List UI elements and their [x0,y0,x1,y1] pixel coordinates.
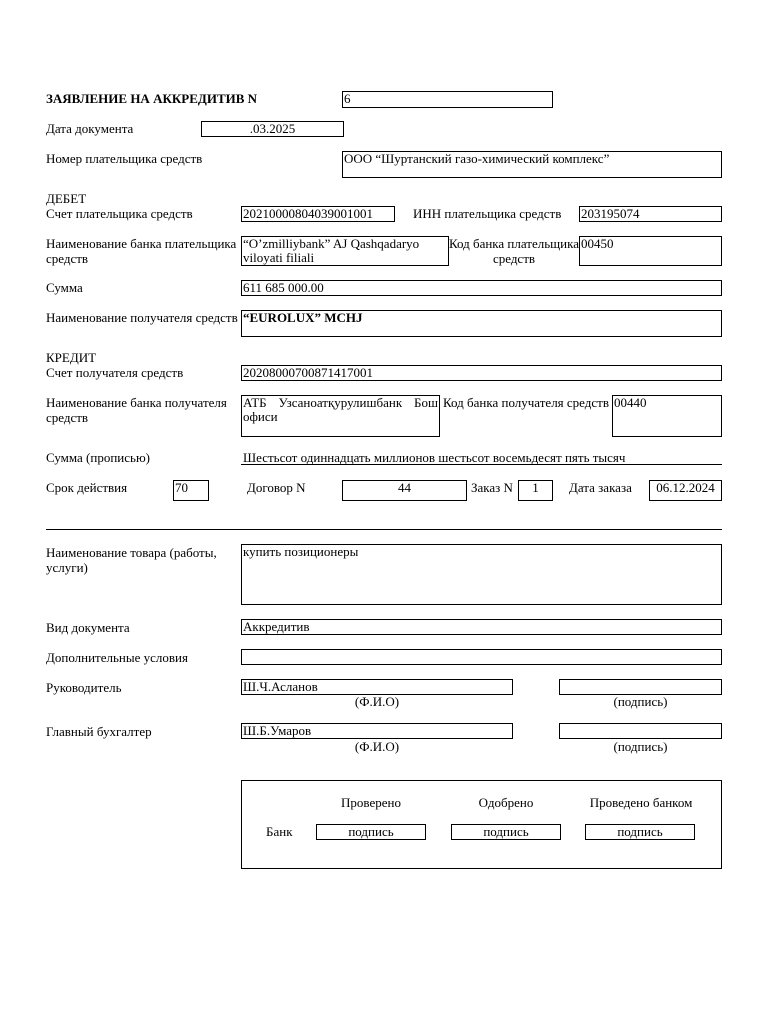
document-title: ЗАЯВЛЕНИЕ НА АККРЕДИТИВ N [46,91,258,106]
payer-name-field[interactable]: ООО “Шуртанский газо-химический комплекс” [342,151,722,178]
order-date-label: Дата заказа [569,480,632,495]
bank-checked-label: Проверено [341,795,401,810]
goods-label: Наименование товара (работы, услуги) [46,545,217,575]
payer-bank-field[interactable]: “O’zmilliybank” AJ Qashqadaryo viloyati filiali [241,236,449,266]
order-date-field[interactable]: 06.12.2024 [649,480,722,501]
bank-row-label: Банк [266,824,293,839]
term-field[interactable]: 70 [173,480,209,501]
recipient-bank-code-label: Код банка получателя средств [443,395,609,410]
bank-checked-signature[interactable]: подпись [316,824,426,840]
recipient-account-field[interactable]: 20208000700871417001 [241,365,722,381]
bank-processed-label: Проведено банком [589,795,693,810]
document-number-field[interactable]: 6 [342,91,553,108]
accountant-name-caption: (Ф.И.О) [354,739,400,754]
payer-bank-label: Наименование банка плательщика средств [46,236,237,266]
order-label: Заказ N [471,480,513,495]
term-label: Срок действия [46,480,128,495]
bank-approved-signature[interactable]: подпись [451,824,561,840]
head-label: Руководитель [46,680,122,695]
contract-field[interactable]: 44 [342,480,467,501]
accountant-name-field[interactable]: Ш.Б.Умаров [241,723,513,739]
doc-type-field[interactable]: Аккредитив [241,619,722,635]
payer-name-label: Номер плательщика средств [46,151,203,166]
recipient-field[interactable]: “EUROLUX” MCHJ [241,310,722,337]
recipient-label: Наименование получателя средств [46,310,238,325]
accountant-label: Главный бухгалтер [46,724,152,739]
bank-approved-label: Одобрено [478,795,534,810]
extra-terms-field[interactable] [241,649,722,665]
doc-date-field[interactable]: .03.2025 [201,121,344,137]
sum-field[interactable]: 611 685 000.00 [241,280,722,296]
recipient-account-label: Счет получателя средств [46,365,184,380]
head-signature-caption: (подпись) [613,694,668,709]
recipient-bank-code-field[interactable]: 00440 [612,395,722,437]
goods-field[interactable]: купить позиционеры [241,544,722,605]
doc-date-label: Дата документа [46,121,134,136]
sum-label: Сумма [46,280,83,295]
credit-heading: КРЕДИТ [46,350,97,365]
payer-bank-code-label: Код банка плательщика средств [448,236,580,266]
bank-panel [241,780,722,869]
payer-bank-code-field[interactable]: 00450 [579,236,722,266]
contract-label: Договор N [247,480,306,495]
accountant-signature-field[interactable] [559,723,722,739]
recipient-bank-field[interactable]: АТБ Узсаноатқурулишбанк Бош офиси [241,395,440,437]
head-name-caption: (Ф.И.О) [354,694,400,709]
debit-heading: ДЕБЕТ [46,191,87,206]
sum-words-field[interactable]: Шестьсот одиннадцать миллионов шестьсот восемьдесят пять тысяч [243,450,626,465]
section-divider [46,529,722,530]
recipient-bank-label: Наименование банка получателя средств [46,395,227,425]
payer-inn-label: ИНН плательщика средств [413,206,562,221]
head-signature-field[interactable] [559,679,722,695]
payer-account-label: Счет плательщика средств [46,206,193,221]
payer-account-field[interactable]: 20210000804039001001 [241,206,395,222]
bank-processed-signature[interactable]: подпись [585,824,695,840]
extra-terms-label: Дополнительные условия [46,650,188,665]
accountant-signature-caption: (подпись) [613,739,668,754]
doc-type-label: Вид документа [46,620,130,635]
order-field[interactable]: 1 [518,480,553,501]
payer-inn-field[interactable]: 203195074 [579,206,722,222]
head-name-field[interactable]: Ш.Ч.Асланов [241,679,513,695]
sum-words-label: Сумма (прописью) [46,450,150,465]
